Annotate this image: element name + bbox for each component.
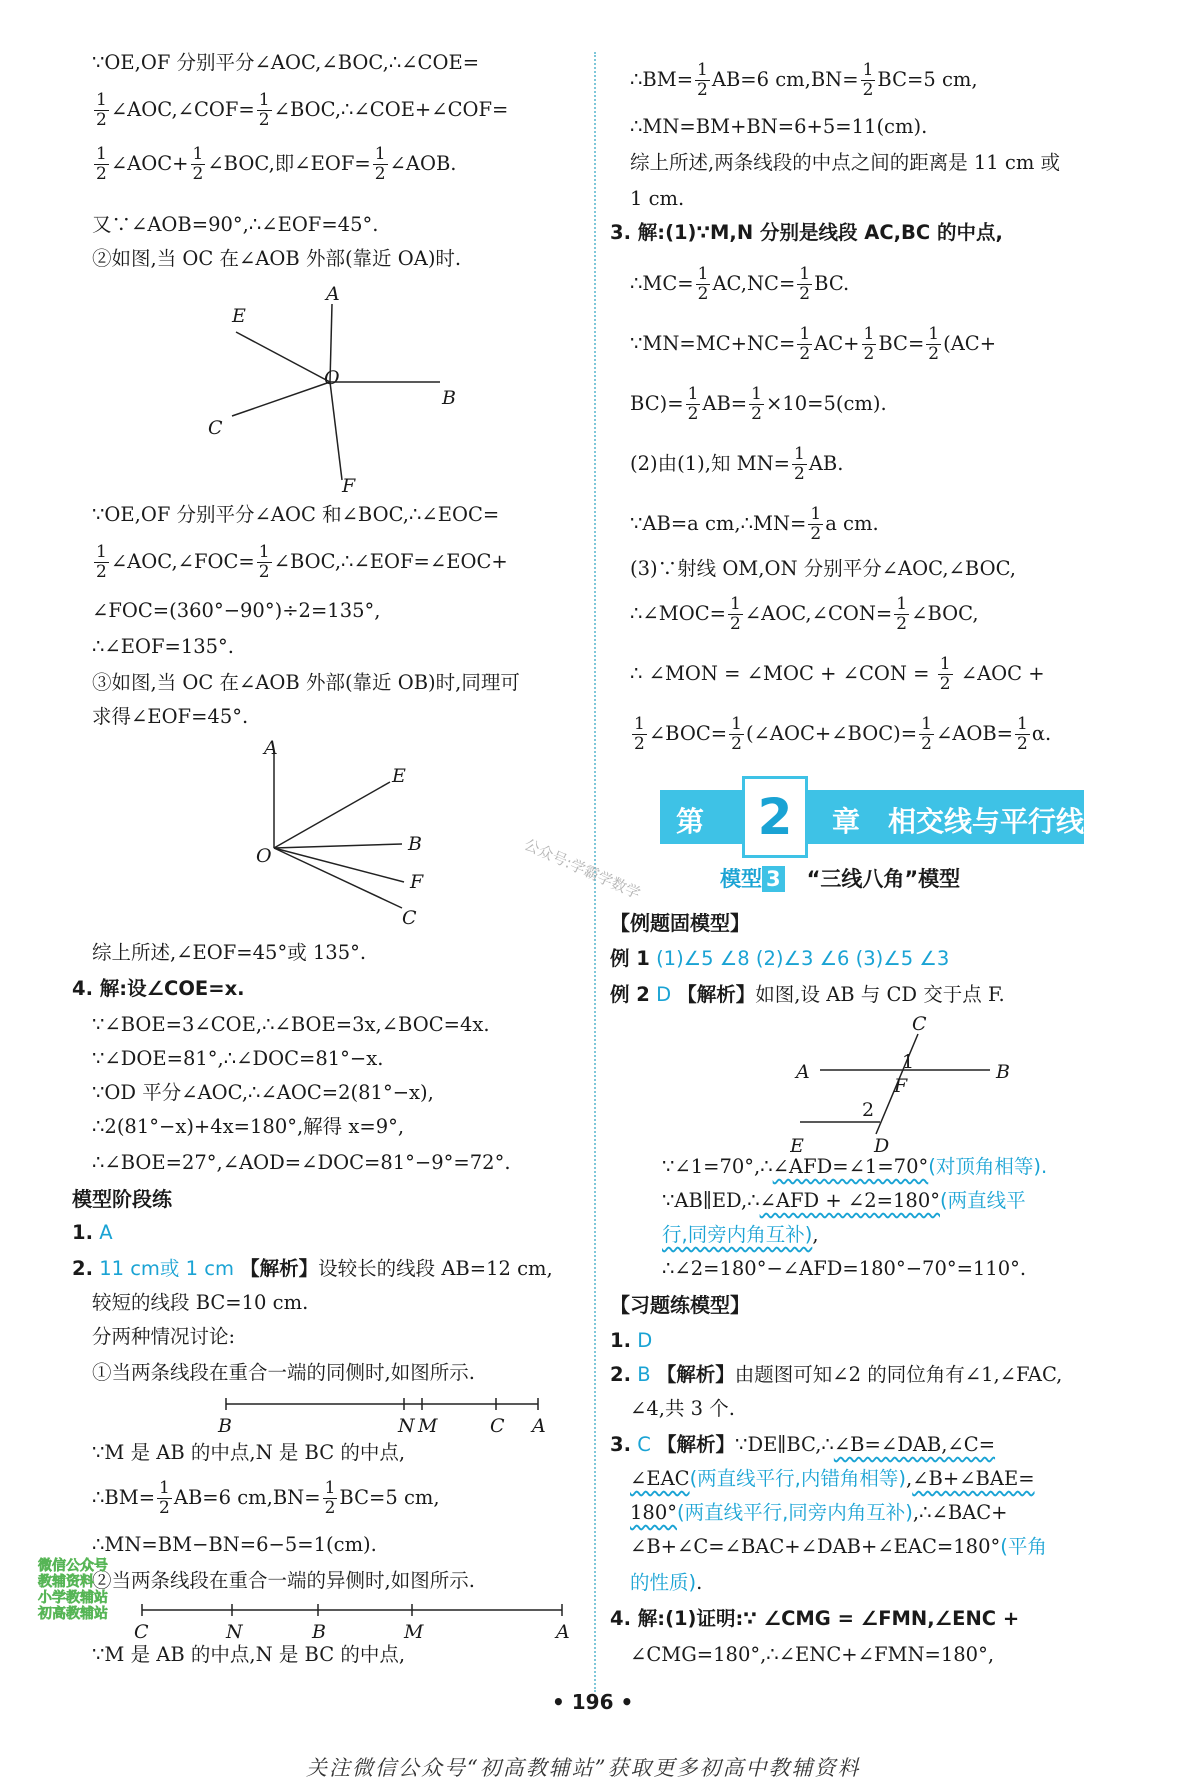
text-line: ③如图,当 OC 在∠AOB 外部(靠近 OB)时,同理可 [92, 671, 520, 694]
text-line: 较短的线段 BC=10 cm. [92, 1291, 309, 1314]
text-line: $\frac{1}{2}$ ∠BOC= $\frac{1}{2}$ (∠AOC+∠BOC)= $\frac{1}{2}$ ∠AOB= $\frac{1}{2}$ α. [634, 714, 1052, 754]
point-label: D [874, 1135, 890, 1152]
angle-label: 1 [902, 1051, 915, 1073]
point-label: A [532, 1415, 546, 1437]
footer-note: 关注微信公众号“初高教辅站”获取更多初高中教辅资料 [306, 1756, 861, 1780]
text-line: ∵M 是 AB 的中点,N 是 BC 的中点, [92, 1441, 406, 1464]
stamp-watermark: 微信公众号 教辅资料 小学教辅站 初高教辅站 [38, 1558, 108, 1622]
text-line: 求得∠EOF=45°. [92, 705, 249, 728]
point-label: C [208, 417, 223, 439]
text-line: ②当两条线段在重合一端的异侧时,如图所示. [92, 1569, 475, 1592]
text-line: $\frac{1}{2}$ ∠AOC,∠FOC= $\frac{1}{2}$ ∠BOC,∴∠EOF=∠EOC+ [96, 542, 508, 582]
angle-figure-1 [202, 282, 462, 492]
point-label: B [312, 1621, 326, 1643]
angle-label: 2 [862, 1099, 875, 1121]
text-line: (2)由(1),知 MN= $\frac{1}{2}$ AB. [630, 444, 844, 484]
text-line: ∠FOC=(360°−90°)÷2=135°, [92, 599, 381, 622]
answer-line: 1. D [610, 1329, 653, 1352]
text-line: ②如图,当 OC 在∠AOB 外部(靠近 OA)时. [92, 247, 462, 270]
text-line: ∠B+∠C=∠BAC+∠DAB+∠EAC=180°(平角 [630, 1535, 1047, 1558]
text-line: BC)= $\frac{1}{2}$ AB= $\frac{1}{2}$ ×10=5(cm). [630, 384, 887, 424]
text-line: ∵∠DOE=81°,∴∠DOC=81°−x. [92, 1047, 384, 1070]
text-line: 综上所述,两条线段的中点之间的距离是 11 cm 或 [630, 151, 1061, 174]
text-line: ∵∠BOE=3∠COE,∴∠BOE=3x,∠BOC=4x. [92, 1013, 490, 1036]
chapter-number: 2 [742, 776, 808, 858]
text-line: $\frac{1}{2}$ ∠AOC+ $\frac{1}{2}$ ∠BOC,即∠EOF= $\frac{1}{2}$ ∠AOB. [96, 144, 457, 184]
text-line: ∴ ∠MON = ∠MOC + ∠CON = $\frac{1}{2}$ ∠AOC + [630, 654, 1045, 694]
text-line: ∵∠1=70°,∴∠AFD=∠1=70°(对顶角相等). [662, 1155, 1048, 1178]
text-line: ∴∠EOF=135°. [92, 635, 235, 658]
point-label: C [402, 907, 417, 929]
point-label: A [796, 1061, 810, 1083]
text-line: ∴MC= $\frac{1}{2}$ AC,NC= $\frac{1}{2}$ BC. [630, 264, 850, 304]
text-line: ∴∠2=180°−∠AFD=180°−70°=110°. [662, 1257, 1027, 1280]
point-label: M [404, 1621, 424, 1643]
text-line: 综上所述,∠EOF=45°或 135°. [92, 941, 367, 964]
point-label: E [392, 765, 406, 787]
text-line: ∵OE,OF 分别平分∠AOC,∠BOC,∴∠COE= [92, 51, 480, 74]
fraction-half: $\frac{1}{2}$ [96, 90, 107, 130]
point-label: N [226, 1621, 243, 1643]
text-line: 1 cm. [630, 187, 685, 210]
answer-line: 3. C 【解析】∵DE∥BC,∴∠B=∠DAB,∠C= [610, 1433, 996, 1456]
section-heading: 【习题练模型】 [610, 1293, 750, 1317]
point-label: C [912, 1013, 927, 1035]
text-line: 又∵∠AOB=90°,∴∠EOF=45°. [92, 213, 379, 236]
text-line: ∵AB=a cm,∴MN= $\frac{1}{2}$ a cm. [630, 504, 879, 544]
point-label: A [326, 283, 340, 305]
fraction-half: $\frac{1}{2}$ [258, 90, 270, 130]
chapter-banner [660, 790, 1084, 844]
chapter-title: 相交线与平行线 [888, 805, 1085, 838]
text-line: ∵M 是 AB 的中点,N 是 BC 的中点, [92, 1643, 406, 1666]
text-line: ∵AB∥ED,∴∠AFD + ∠2=180°(两直线平 [662, 1189, 1026, 1212]
segment-figure-2 [122, 1596, 582, 1644]
chapter-suffix: 章 [832, 805, 861, 838]
point-label: N [398, 1415, 415, 1437]
section-heading: 模型阶段练 [72, 1187, 172, 1211]
point-label: M [418, 1415, 438, 1437]
answer-line: 例 1 (1)∠5 ∠8 (2)∠3 ∠6 (3)∠5 ∠3 [610, 947, 950, 970]
point-label: C [134, 1621, 149, 1643]
text-line: ∵OE,OF 分别平分∠AOC 和∠BOC,∴∠EOC= [92, 503, 500, 526]
point-label: F [342, 475, 356, 492]
text-line: 分两种情况讨论: [92, 1325, 236, 1348]
answer-line: 例 2 D 【解析】如图,设 AB 与 CD 交于点 F. [610, 983, 1005, 1006]
text-line: 180°(两直线平行,同旁内角互补),∴∠BAC+ [630, 1501, 1008, 1524]
text-line: ∴∠MOC= $\frac{1}{2}$ ∠AOC,∠CON= $\frac{1}{2}$ ∠BOC, [630, 594, 979, 634]
point-label: E [790, 1135, 804, 1152]
point-label: O [256, 845, 272, 867]
segment-figure-1 [202, 1390, 562, 1438]
text-line: ∠4,共 3 个. [630, 1397, 735, 1420]
point-label: F [894, 1075, 908, 1097]
text-line: 3. 解:(1)∵M,N 分别是线段 AC,BC 的中点, [610, 221, 1003, 244]
text-line: ∴∠BOE=27°,∠AOD=∠DOC=81°−9°=72°. [92, 1151, 511, 1174]
model-heading: 模型 3 “三线八角”模型 [720, 867, 961, 891]
section-heading: 【例题固模型】 [610, 911, 750, 935]
chapter-prefix: 第 [676, 805, 705, 838]
point-label: A [264, 738, 278, 759]
text-line: ∵OD 平分∠AOC,∴∠AOC=2(81°−x), [92, 1081, 434, 1104]
text-line: 4. 解:设∠COE=x. [72, 977, 245, 1000]
text-line: ∴2(81°−x)+4x=180°,解得 x=9°, [92, 1115, 405, 1138]
angle-figure-2 [242, 738, 462, 934]
text-line: ∴MN=BM+BN=6+5=11(cm). [630, 115, 928, 138]
text-line: ∴BM= $\frac{1}{2}$ AB=6 cm,BN= $\frac{1}{2}$ BC=5 cm, [630, 60, 978, 100]
text-line: ∵MN=MC+NC= $\frac{1}{2}$ AC+ $\frac{1}{2}$ BC= $\frac{1}{2}$ (AC+ [630, 324, 997, 364]
point-label: B [408, 833, 422, 855]
point-label: B [218, 1415, 232, 1437]
text-line: ①当两条线段在重合一端的同侧时,如图所示. [92, 1361, 475, 1384]
text-line: $\frac{1}{2}$ ∠AOC,∠COF= $\frac{1}{2}$ ∠BOC,∴∠COE+∠COF= [96, 90, 509, 130]
watermark: 公众号:学霸学数学 [521, 835, 644, 903]
page-number: • 196 • [552, 1690, 634, 1714]
point-label: A [556, 1621, 570, 1643]
text-line: 4. 解:(1)证明:∵ ∠CMG = ∠FMN,∠ENC + [610, 1607, 1020, 1630]
text-line: 行,同旁内角互补), [662, 1223, 819, 1246]
point-label: B [442, 387, 456, 409]
text-line: (3)∵射线 OM,ON 分别平分∠AOC,∠BOC, [630, 557, 1016, 580]
text-line: ∠EAC(两直线平行,内错角相等),∠B+∠BAE= [630, 1467, 1035, 1490]
point-label: F [410, 871, 424, 893]
text-line: ∠CMG=180°,∴∠ENC+∠FMN=180°, [630, 1643, 995, 1666]
answer-line: 2. 11 cm或 1 cm 【解析】设较长的线段 AB=12 cm, [72, 1257, 553, 1280]
text-line: ∴MN=BM−BN=6−5=1(cm). [92, 1533, 377, 1556]
text-line: ∴BM= $\frac{1}{2}$ AB=6 cm,BN= $\frac{1}{2}$ BC=5 cm, [92, 1478, 440, 1518]
point-label: O [324, 367, 340, 389]
parallel-lines-figure [790, 1012, 1020, 1152]
point-label: C [490, 1415, 505, 1437]
answer-line: 1. A [72, 1221, 113, 1244]
point-label: B [996, 1061, 1010, 1083]
answer-line: 2. B 【解析】由题图可知∠2 的同位角有∠1,∠FAC, [610, 1363, 1063, 1386]
point-label: E [232, 305, 246, 327]
text-line: 的性质). [630, 1571, 703, 1594]
